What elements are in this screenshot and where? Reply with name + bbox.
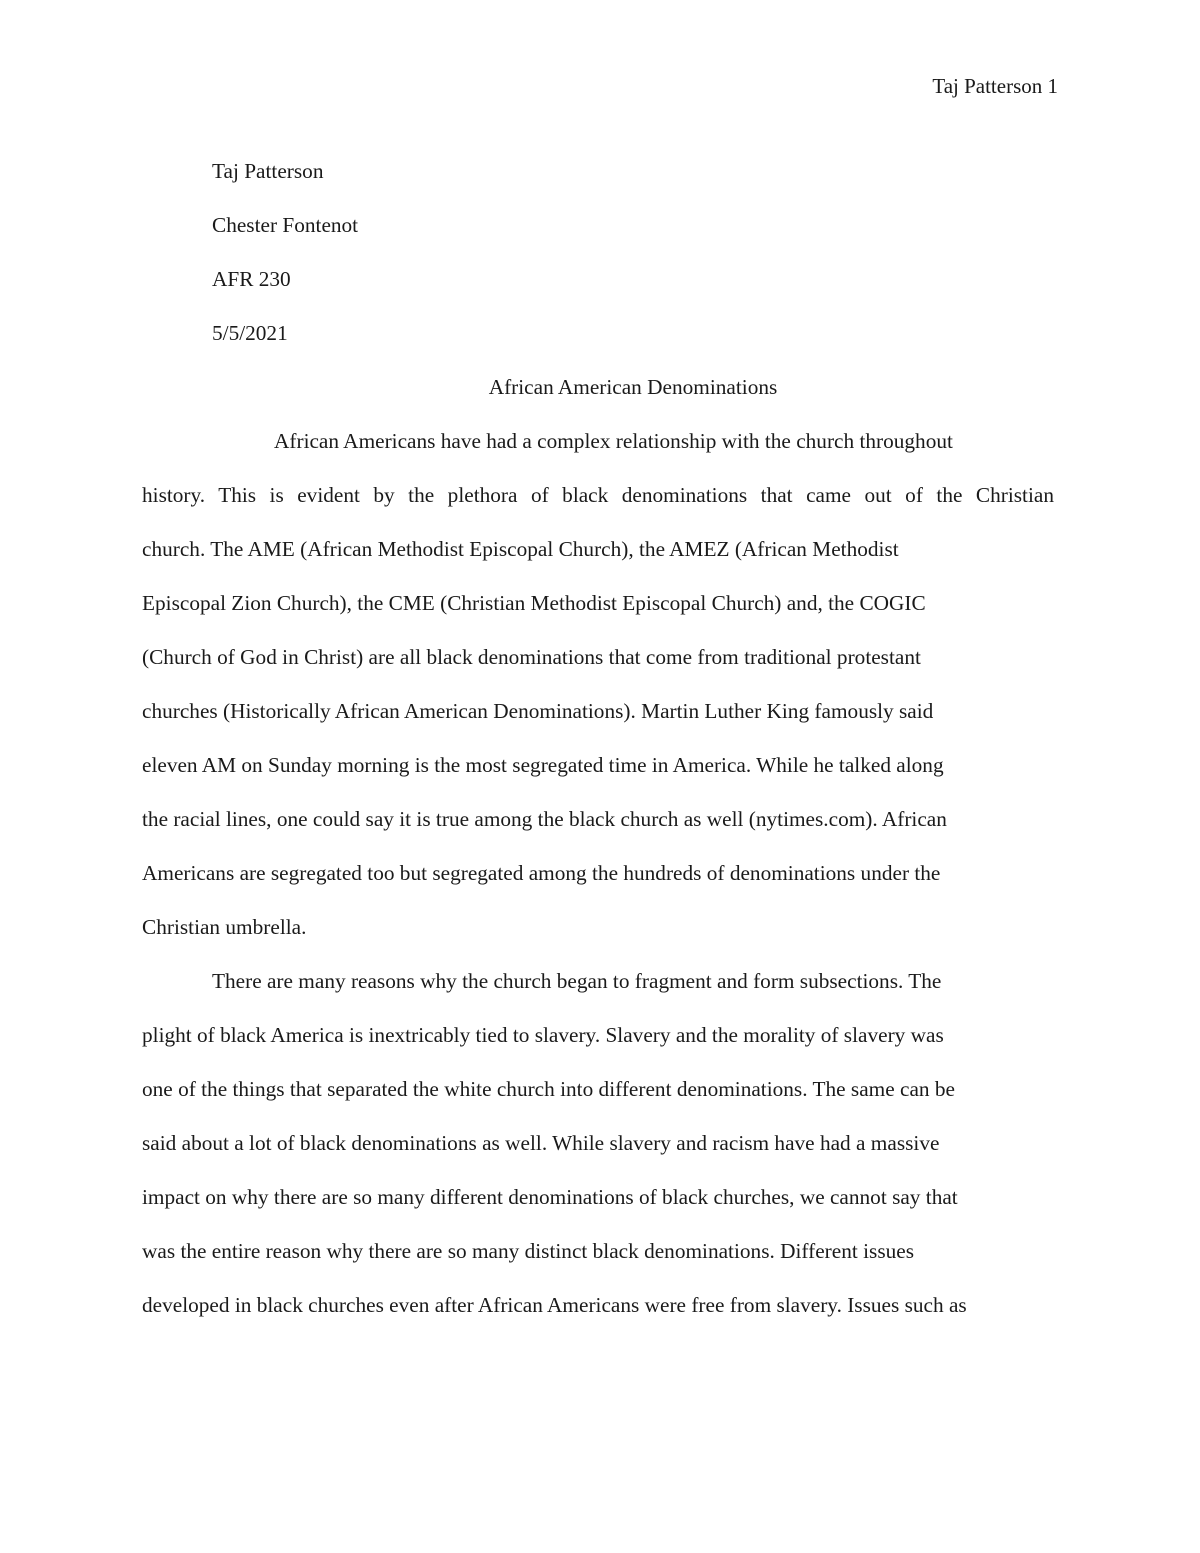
paragraph-2 <box>142 954 1054 1332</box>
instructor-name: Chester Fontenot <box>212 213 359 237</box>
paragraph-line: There are many reasons why the church began to fragment and form subsections. The <box>212 969 942 993</box>
paragraph-line: Episcopal Zion Church), the CME (Christian Methodist Episcopal Church) and, the COGIC <box>142 591 926 615</box>
paragraph-line: church. The AME (African Methodist Episcopal Church), the AMEZ (African Methodist <box>142 537 899 561</box>
running-head: Taj Patterson 1 <box>932 74 1058 98</box>
heading-block <box>142 144 1054 360</box>
paragraph-line: history. This is evident by the plethora of black denominations that came out of the Christian <box>142 483 1054 507</box>
paragraph-line: (Church of God in Christ) are all black denominations that come from traditional protestant <box>142 645 921 669</box>
paragraph-line: was the entire reason why there are so many distinct black denominations. Different issues <box>142 1239 914 1263</box>
paragraph-line: Christian umbrella. <box>142 915 307 939</box>
document-body <box>142 144 1054 1332</box>
paragraph-line: the racial lines, one could say it is true among the black church as well (nytimes.com). African <box>142 807 947 831</box>
date: 5/5/2021 <box>212 321 288 345</box>
paragraph-line: plight of black America is inextricably tied to slavery. Slavery and the morality of slavery was <box>142 1023 944 1047</box>
paragraph-line: churches (Historically African American Denominations). Martin Luther King famously said <box>142 699 934 723</box>
paragraph-line: eleven AM on Sunday morning is the most segregated time in America. While he talked along <box>142 753 944 777</box>
paragraph-line: said about a lot of black denominations as well. While slavery and racism have had a massive <box>142 1131 940 1155</box>
paragraph-line: one of the things that separated the white church into different denominations. The same can be <box>142 1077 955 1101</box>
author-name: Taj Patterson <box>212 159 324 183</box>
course-code: AFR 230 <box>212 267 291 291</box>
paragraph-line: impact on why there are so many different denominations of black churches, we cannot say that <box>142 1185 958 1209</box>
paper-title: African American Denominations <box>488 375 778 399</box>
paragraph-line: developed in black churches even after African Americans were free from slavery. Issues such as <box>142 1293 967 1317</box>
paragraph-1 <box>142 414 1054 954</box>
paragraph-line: African Americans have had a complex relationship with the church throughout <box>274 429 953 453</box>
paragraph-line: Americans are segregated too but segregated among the hundreds of denominations under the <box>142 861 941 885</box>
